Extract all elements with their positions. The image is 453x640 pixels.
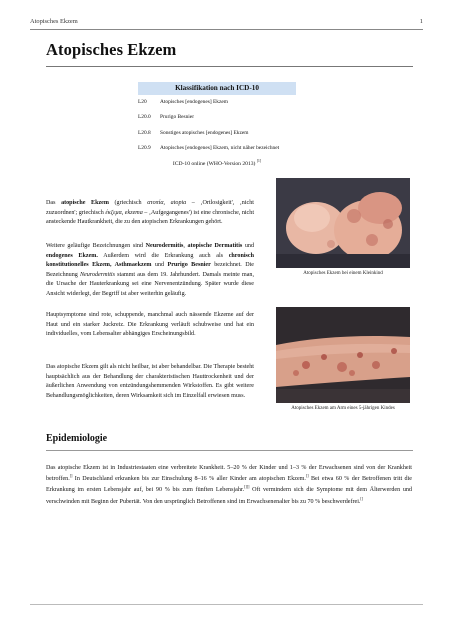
figure-toddler-feet [276, 178, 410, 277]
running-title: Atopisches Ekzem [30, 18, 78, 25]
icd-code: L20.9 [138, 144, 151, 151]
icd-description: Atopisches [endogenes] Ekzem, nicht näher bezeichnet [160, 144, 280, 151]
infobox-source [138, 158, 296, 167]
intro-paragraph-3 [46, 311, 254, 340]
reference-link[interactable]: [] [69, 473, 73, 479]
text: Weitere geläufige Bezeichnungen sind [46, 243, 146, 249]
section-heading-epidemiology: Epidemiologie [46, 433, 108, 444]
text: , [183, 243, 188, 249]
bold-term: atopische Dermatitis [187, 243, 243, 249]
source-reference-link[interactable]: [1] [256, 158, 262, 163]
bold-term: atopische Ekzem [61, 200, 109, 206]
icd-description: Prurigo Besnier [160, 114, 194, 121]
page-title: Atopisches Ekzem [46, 40, 177, 59]
infobox-title: Klassifikation nach ICD-10 [138, 82, 296, 95]
reference-link[interactable]: [] [305, 473, 309, 479]
photo-toddler-feet[interactable] [276, 178, 410, 268]
infobox-row [138, 98, 296, 113]
bold-term: chronisch konstitutionelles Ekzem, Asthmaekzem [46, 252, 254, 269]
reference-link[interactable]: [][] [244, 484, 250, 490]
source-text: ICD-10 online (WHO-Version 2013) [172, 160, 256, 167]
infobox-row [138, 129, 296, 144]
intro-paragraph-1 [46, 199, 254, 228]
italic-term: Neurodermitis [79, 271, 115, 278]
icd-code: L20 [138, 99, 147, 106]
header-divider [30, 29, 423, 30]
text: stammt aus dem 19. Jahrhundert. Damals meinte man, die Ursache der Hauterkrankung sei eine Nervenentzündung. Später wurde diese Ansicht widerlegt, der Begriff ist aber weiterhin geläufig. [46, 271, 254, 297]
greek-term: έκζεμα, ekzema [105, 209, 143, 216]
text: – ‚Aufgegangenes') ist eine chronische, nicht ansteckende Hautkrankheit, die zu den atopischen Erkrankungen gehört. [46, 209, 255, 226]
text: und [151, 262, 168, 269]
icd-code: L20.8 [138, 129, 151, 136]
figure-caption: Atopisches Ekzem am Arm eines 5-jährigen Kindes [291, 406, 395, 411]
intro-paragraph-2 [46, 242, 254, 300]
infobox-row [138, 144, 296, 159]
text: In Deutschland erkranken bis zur Einschulung 8–16 % aller Kinder am atopischen Ekzem. [72, 476, 306, 483]
section-divider [46, 450, 413, 451]
greek-term: ατοπία, atopia [147, 200, 187, 206]
bold-term: endogenes Ekzem. [46, 252, 98, 259]
figure-caption: Atopisches Ekzem bei einem Kleinkind [303, 271, 383, 276]
page-number: 1 [419, 18, 423, 25]
icd-description: Sonstiges atopisches [endogenes] Ekzem [160, 129, 249, 136]
text: (griechisch [108, 200, 148, 206]
text: Das atopische Ekzem ist in Industriestaaten eine verbreitete Krankheit. 5–20 % der Kinder und 1–3 % der Erwachsenen sind von der Krankheit betroffen. [46, 465, 412, 483]
infobox-row [138, 113, 296, 128]
text: bezeichnet. Die Bezeichnung [46, 262, 255, 278]
text: Oft vermindern sich die Symptome mit dem Älterwerden und verschwinden mit Beginn der Pubertät. Von den ursprünglich Betroffenen sind im Erwachsenenalter bis zu 70 % beschwerdefrei. [46, 487, 412, 505]
icd-code: L20.0 [138, 114, 151, 121]
photo-child-arm[interactable] [276, 307, 410, 403]
bold-term: Neurodermitis [145, 243, 184, 249]
text: Hauptsymptome sind rote, schuppende, manchmal auch nässende Ekzeme auf der Haut und ein starker Juckreiz. Die Erkrankung verläuft schubweise und hat ein individuelles, vom Lebensalter abhängiges Erscheinungsbild. [46, 312, 254, 338]
classification-infobox [138, 82, 296, 167]
text: Außerdem wird die Erkrankung auch als [97, 252, 229, 259]
text: – ‚Ortlosigkeit', ‚nicht zuzuordnen'; griechisch [46, 200, 254, 216]
footer-divider [30, 604, 423, 605]
epidemiology-paragraph [46, 463, 412, 508]
title-divider [46, 66, 413, 67]
running-header [30, 18, 423, 25]
bold-term: Prurigo Besnier [167, 262, 211, 269]
text: Bei etwa 60 % der Betroffenen tritt die Erkrankung im ersten Lebensjahr auf, bei 90 % bis zum fünften Lebensjahr. [46, 476, 413, 494]
icd-description: Atopisches [endogenes] Ekzem [160, 99, 228, 106]
intro-paragraph-4 [46, 363, 254, 401]
text: und [242, 243, 255, 249]
text: Das atopische Ekzem gilt als nicht heilbar, ist aber behandelbar. Die Therapie besteht hauptsächlich aus der Behandlung der charakteristischen Hauttrockenheit und der äußerlichen Anwendung von entzündungshemmenden Wirkstoffen. Es gibt weitere Behandlungsmöglichkeiten, deren Wirksamkeit sich im Einzelfall erwiesen muss. [46, 364, 254, 399]
figure-child-arm [276, 307, 410, 412]
text: Das [46, 200, 62, 206]
reference-link[interactable]: [] [360, 495, 364, 501]
